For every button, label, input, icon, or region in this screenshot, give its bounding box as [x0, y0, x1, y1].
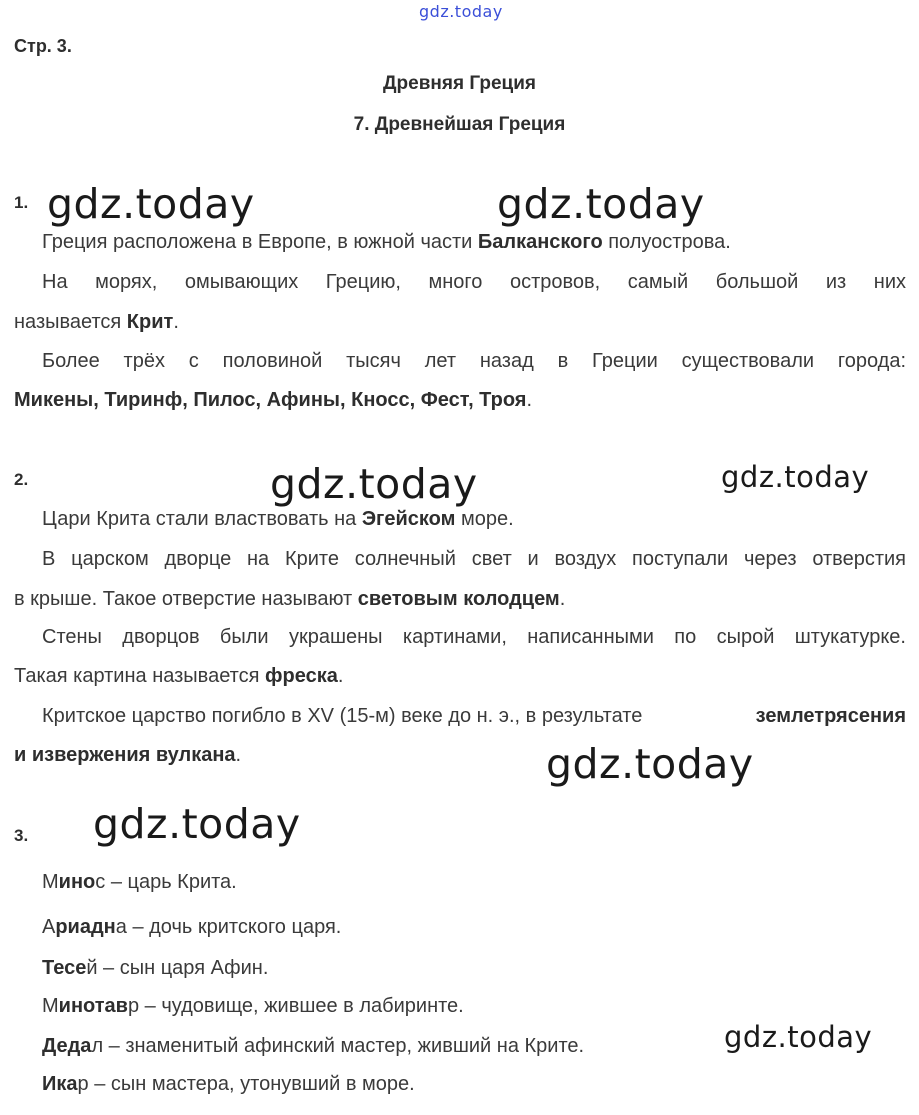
task1-line3: называется Крит. — [14, 311, 179, 333]
watermark: gdz.today — [546, 740, 754, 788]
watermark: gdz.today — [724, 1020, 873, 1054]
task2-line3: в крыше. Такое отверстие называют световым колодцем. — [14, 588, 566, 610]
task-number-2: 2. — [14, 470, 29, 489]
task2-line5: Такая картина называется фреска. — [14, 665, 344, 687]
task3-ikar: Икар – сын мастера, утонувший в море. — [42, 1073, 415, 1095]
chapter-heading: 7. Древнейшая Греция — [353, 114, 566, 135]
watermark: gdz.today — [93, 800, 301, 848]
task2-line2: В царском дворце на Крите солнечный свет и воздух поступали через отверстия — [42, 548, 906, 570]
task2-line6: Критское царство погибло в XV (15-м) веке до н. э., в результате землетрясения — [42, 705, 906, 727]
watermark: gdz.today — [47, 180, 255, 228]
watermark: gdz.today — [721, 460, 870, 494]
task-number-1: 1. — [14, 193, 29, 212]
watermark: gdz.today — [497, 180, 705, 228]
task1-line2: На морях, омывающих Грецию, много островов, самый большой из них — [42, 271, 906, 293]
task3-ariadna: Ариадна – дочь критского царя. — [42, 916, 342, 938]
task3-dedal: Дедал – знаменитый афинский мастер, живший на Крите. — [42, 1035, 585, 1057]
watermark-top: gdz.today — [419, 2, 503, 21]
task3-tesei: Тесей – сын царя Афин. — [42, 957, 269, 979]
watermark: gdz.today — [270, 460, 478, 508]
task3-minotavr: Минотавр – чудовище, жившее в лабиринте. — [42, 995, 464, 1017]
task2-line4: Стены дворцов были украшены картинами, написанными по сырой штукатурке. — [42, 626, 906, 648]
task-number-3: 3. — [14, 826, 29, 845]
task2-line1: Цари Крита стали властвовать на Эгейском море. — [42, 508, 514, 530]
task3-minos: Минос – царь Крита. — [42, 871, 237, 893]
task1-line5: Микены, Тиринф, Пилос, Афины, Кносс, Фест, Троя. — [14, 389, 533, 411]
task2-line7: и извержения вулкана. — [14, 744, 242, 766]
page-label: Стр. 3. — [14, 36, 72, 56]
task1-line4: Более трёх с половиной тысяч лет назад в Греции существовали города: — [42, 350, 906, 372]
task1-line1: Греция расположена в Европе, в южной части Балканского полуострова. — [42, 231, 731, 253]
section-heading: Древняя Греция — [383, 73, 536, 94]
